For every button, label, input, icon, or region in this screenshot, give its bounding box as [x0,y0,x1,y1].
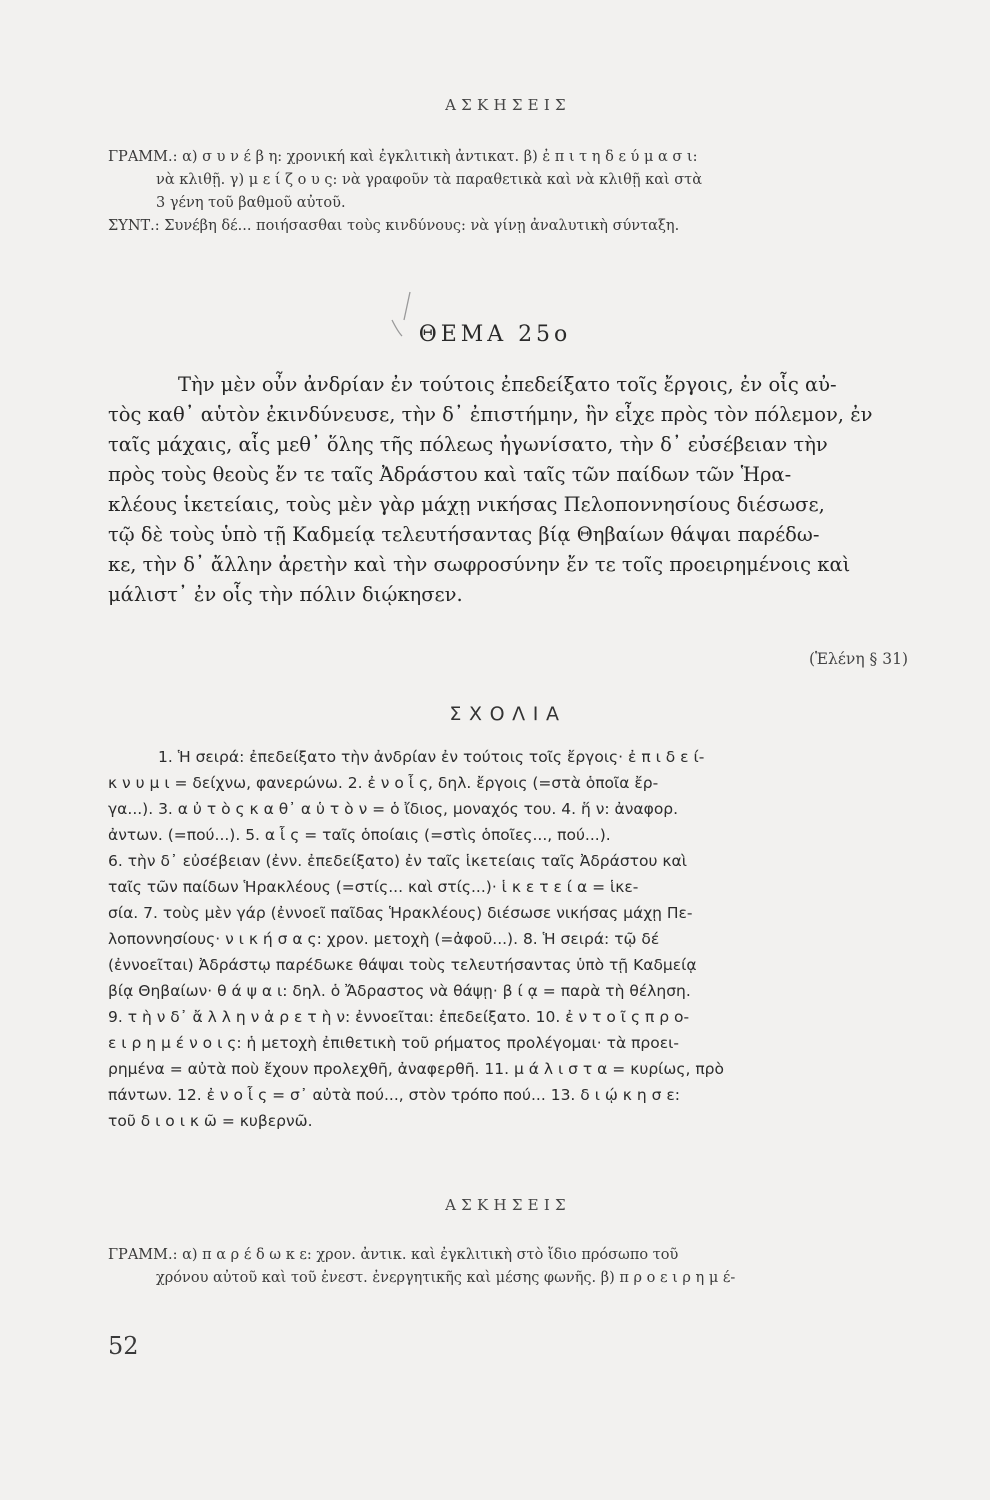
page-number: 52 [108,1332,139,1360]
theme-line: πρὸς τοὺς θεοὺς ἔν τε ταῖς Ἀδράστου καὶ ταῖς τῶν παίδων τῶν Ἡρα- [108,463,792,486]
bottom-exercises-body [108,1244,908,1290]
theme-reference: (Ἑλένη § 31) [808,650,908,668]
theme-line: τῷ δὲ τοὺς ὑπὸ τῇ Καδμείᾳ τελευτήσαντας βίᾳ Θηβαίων θάψαι παρέδω- [108,523,820,546]
scholia-line: γα...). 3. α ὐ τ ὸ ς κ α θ᾽ α ὑ τ ὸ ν = ὁ ἴδιος, μοναχός του. 4. ἥ ν: ἀναφορ. [108,800,679,818]
scholia-line: σία. 7. τοὺς μὲν γάρ (ἐννοεῖ παῖδας Ἡρακλέους) διέσωσε νικήσας μάχῃ Πε- [108,904,693,922]
bottom-exercises-heading: ΑΣΚΗΣΕΙΣ [445,1196,571,1214]
theme-line: τὸς καθ᾽ αὑτὸν ἐκινδύνευσε, τὴν δ᾽ ἐπιστήμην, ἣν εἶχε πρὸς τὸν πόλεμον, ἐν [108,403,873,426]
top-exercises-body [108,146,908,238]
scholia-heading: ΣΧΟΛΙΑ [449,703,567,725]
theme-line: μάλιστ᾽ ἐν οἷς τὴν πόλιν διῴκησεν. [108,583,463,606]
scholia-line: πάντων. 12. ἐ ν ο ἷ ς = σ᾽ αὐτὰ πού..., στὸν τρόπο πού... 13. δ ι ῴ κ η σ ε: [108,1086,680,1104]
exercise-line: νὰ κλιθῇ. γ) μ ε ί ζ ο υ ς: νὰ γραφοῦν τὰ παραθετικὰ καὶ νὰ κλιθῇ καὶ στὰ [156,172,702,188]
scholia-body [108,744,908,1134]
theme-text [108,370,908,610]
theme-line: κε, τὴν δ᾽ ἄλλην ἀρετὴν καὶ τὴν σωφροσύνην ἔν τε τοῖς προειρημένοις καὶ [108,553,851,576]
scholia-line: ἀντων. (=πού...). 5. α ἷ ς = ταῖς ὁποίαις (=στὶς ὁποῖες..., πού...). [108,826,611,844]
scholia-line: (ἐννοεῖται) Ἀδράστῳ παρέδωκε θάψαι τοὺς τελευτήσαντας ὑπὸ τῇ Καδμείᾳ [108,956,697,974]
scholia-line: 9. τ ὴ ν δ᾽ ἄ λ λ η ν ἀ ρ ε τ ὴ ν: ἐννοεῖται: ἐπεδείξατο. 10. ἐ ν τ ο ῖ ς π ρ ο- [108,1008,690,1026]
scholia-line: τοῦ δ ι ο ι κ ῶ = κυβερνῶ. [108,1112,313,1130]
scholia-line: κ ν υ μ ι = δείχνω, φανερώνω. 2. ἐ ν ο ἷ ς, δηλ. ἔργοις (=στὰ ὁποῖα ἔρ- [108,774,659,792]
scholia-line: ε ι ρ η μ έ ν ο ι ς: ἡ μετοχὴ ἐπιθετικὴ τοῦ ρήματος προλέγομαι· τὰ προει- [108,1034,679,1052]
top-exercises-heading: ΑΣΚΗΣΕΙΣ [445,96,571,114]
exercise-line: ΣΥΝΤ.: Συνέβη δέ... ποιήσασθαι τοὺς κινδύνους: νὰ γίνῃ ἀναλυτικὴ σύνταξη. [108,218,680,234]
scholia-line: 1. Ἡ σειρά: ἐπεδείξατο τὴν ἀνδρίαν ἐν τούτοις τοῖς ἔργοις· ἐ π ι δ ε ί- [158,748,705,766]
scholia-line: βίᾳ Θηβαίων· θ ά ψ α ι: δηλ. ὁ Ἄδραστος νὰ θάψῃ· β ί ᾳ = παρὰ τὴ θέληση. [108,982,691,1000]
theme-line: Τὴν μὲν οὖν ἀνδρίαν ἐν τούτοις ἐπεδείξατο τοῖς ἔργοις, ἐν οἷς αὐ- [178,373,837,396]
scholia-line: 6. τὴν δ᾽ εὐσέβειαν (ἐνν. ἐπεδείξατο) ἐν ταῖς ἱκετείαις ταῖς Ἀδράστου καὶ [108,852,687,870]
scholia-line: λοποννησίους· ν ι κ ή σ α ς: χρον. μετοχὴ (=ἀφοῦ...). 8. Ἡ σειρά: τῷ δέ [108,930,660,948]
exercise-line: 3 γένη τοῦ βαθμοῦ αὐτοῦ. [156,195,346,211]
theme-title: ΘΕΜΑ 25ο [418,322,572,347]
scholia-line: ταῖς τῶν παίδων Ἡρακλέους (=στίς... καὶ στίς...)· ἱ κ ε τ ε ί α = ἱκε- [108,878,639,896]
theme-line: κλέους ἱκετείαις, τοὺς μὲν γὰρ μάχῃ νικήσας Πελοποννησίους διέσωσε, [108,493,825,516]
scholia-line: ρημένα = αὐτὰ ποὺ ἔχουν προλεχθῆ, ἀναφερθῆ. 11. μ ά λ ι σ τ α = κυρίως, πρὸ [108,1060,724,1078]
theme-line: ταῖς μάχαις, αἷς μεθ᾽ ὅλης τῆς πόλεως ἠγωνίσατο, τὴν δ᾽ εὐσέβειαν τὴν [108,433,828,456]
exercise-line: χρόνου αὐτοῦ καὶ τοῦ ἐνεστ. ἐνεργητικῆς καὶ μέσης φωνῆς. β) π ρ ο ε ι ρ η μ έ- [156,1270,736,1286]
exercise-line: ΓΡΑΜΜ.: α) σ υ ν έ β η: χρονική καὶ ἐγκλιτικὴ ἀντικατ. β) ἐ π ι τ η δ ε ύ μ α σ ι: [108,149,698,165]
exercise-line: ΓΡΑΜΜ.: α) π α ρ έ δ ω κ ε: χρον. ἀντικ. καὶ ἐγκλιτικὴ στὸ ἴδιο πρόσωπο τοῦ [108,1247,679,1263]
